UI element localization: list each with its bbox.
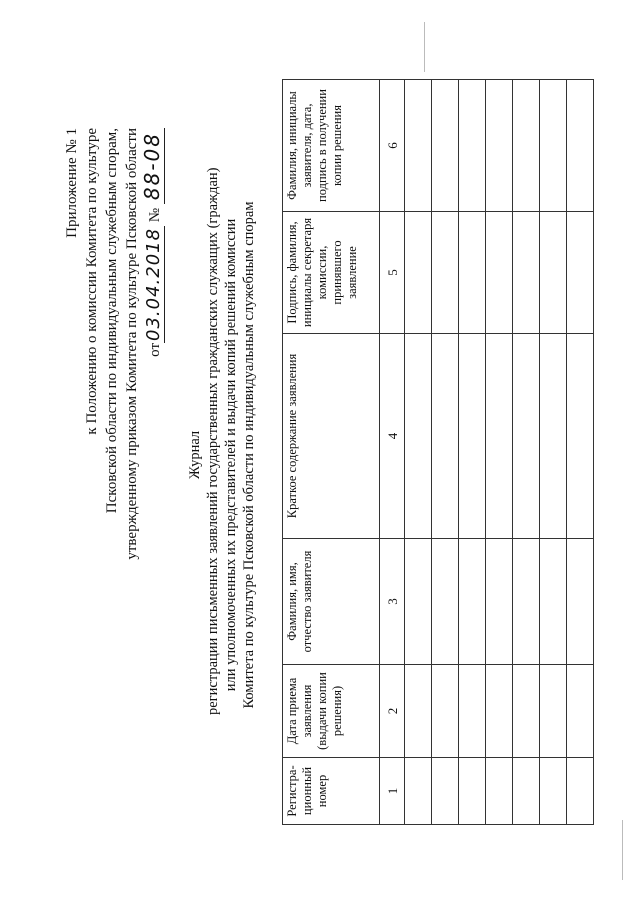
handwritten-number: 88-08 (140, 128, 165, 204)
appendix-line-3: Псковской области по индивидуальным служебным спорам, (104, 128, 120, 514)
table-cell (513, 80, 540, 212)
table-cell (459, 334, 486, 539)
journal-title-block (186, 167, 258, 715)
table-cell (432, 80, 459, 212)
table-header-row (283, 80, 380, 825)
column-number: 1 (380, 758, 405, 825)
appendix-title: Приложение № 1 (64, 128, 80, 238)
table-cell (405, 80, 432, 212)
table-row (513, 80, 540, 825)
column-number: 2 (380, 665, 405, 758)
table-cell (432, 212, 459, 334)
table-cell (540, 758, 567, 825)
table-cell (513, 665, 540, 758)
table-cell (567, 212, 594, 334)
table-cell (459, 539, 486, 665)
column-number: 6 (380, 80, 405, 212)
header-registration-number: Регистра-ционный номер (283, 758, 380, 825)
table-cell (459, 212, 486, 334)
table-cell (540, 212, 567, 334)
table-row (459, 80, 486, 825)
table-cell (432, 539, 459, 665)
journal-table (282, 79, 594, 825)
table-row (567, 80, 594, 825)
journal-subtitle-3: Комитета по культуре Псковской области по индивидуальным служебным спорам (241, 201, 257, 709)
table-row (432, 80, 459, 825)
header-date-received: Дата приема заявления (выдачи копии решения) (283, 665, 380, 758)
table-cell (405, 334, 432, 539)
table-cell (513, 212, 540, 334)
table-cell (486, 212, 513, 334)
table-cell (432, 334, 459, 539)
header-applicant-name: Фамилия, имя, отчество заявителя (283, 539, 380, 665)
table-cell (513, 539, 540, 665)
table-cell (459, 758, 486, 825)
table-cell (405, 212, 432, 334)
table-cell (405, 539, 432, 665)
column-number: 4 (380, 334, 405, 539)
table-cell (459, 665, 486, 758)
appendix-date-line (142, 128, 165, 560)
appendix-line-2: к Положению о комиссии Комитета по культуре (84, 128, 100, 435)
table-cell (567, 665, 594, 758)
table-cell (432, 665, 459, 758)
header-applicant-receipt: Фамилия, инициалы заявителя, дата, подпись в получении копии решения (283, 80, 380, 212)
table-cell (567, 334, 594, 539)
from-label: от (147, 343, 163, 357)
table-cell (486, 539, 513, 665)
number-label: № (147, 207, 163, 223)
table-row (540, 80, 567, 825)
table-row (405, 80, 432, 825)
table-cell (486, 80, 513, 212)
table-cell (405, 758, 432, 825)
table-cell (567, 758, 594, 825)
journal-subtitle-1: регистрации письменных заявлений государственных гражданских служащих (граждан) (205, 167, 221, 715)
table-cell (486, 758, 513, 825)
header-secretary-signature: Подпись, фамилия, инициалы секретаря комиссии, принявшего заявление (283, 212, 380, 334)
handwritten-date: 03.04.2018 (143, 227, 164, 341)
table-number-row (380, 80, 405, 825)
appendix-line-4: утвержденному приказом Комитета по культуре Псковской области (124, 128, 140, 560)
table-cell (540, 80, 567, 212)
table-cell (513, 758, 540, 825)
journal-subtitle-2: или уполномоченных их представителей и выдачи копий решений комиссии (223, 218, 239, 692)
table-row (486, 80, 513, 825)
table-cell (540, 665, 567, 758)
header-summary: Краткое содержание заявления (283, 334, 380, 539)
table-cell (513, 334, 540, 539)
table-cell (432, 758, 459, 825)
table-cell (540, 334, 567, 539)
table-cell (540, 539, 567, 665)
table-cell (567, 539, 594, 665)
table-cell (459, 80, 486, 212)
table-cell (567, 80, 594, 212)
journal-title: Журнал (187, 430, 203, 480)
table-cell (405, 665, 432, 758)
table-cell (486, 334, 513, 539)
appendix-block (62, 128, 165, 560)
table-cell (486, 665, 513, 758)
column-number: 5 (380, 212, 405, 334)
column-number: 3 (380, 539, 405, 665)
